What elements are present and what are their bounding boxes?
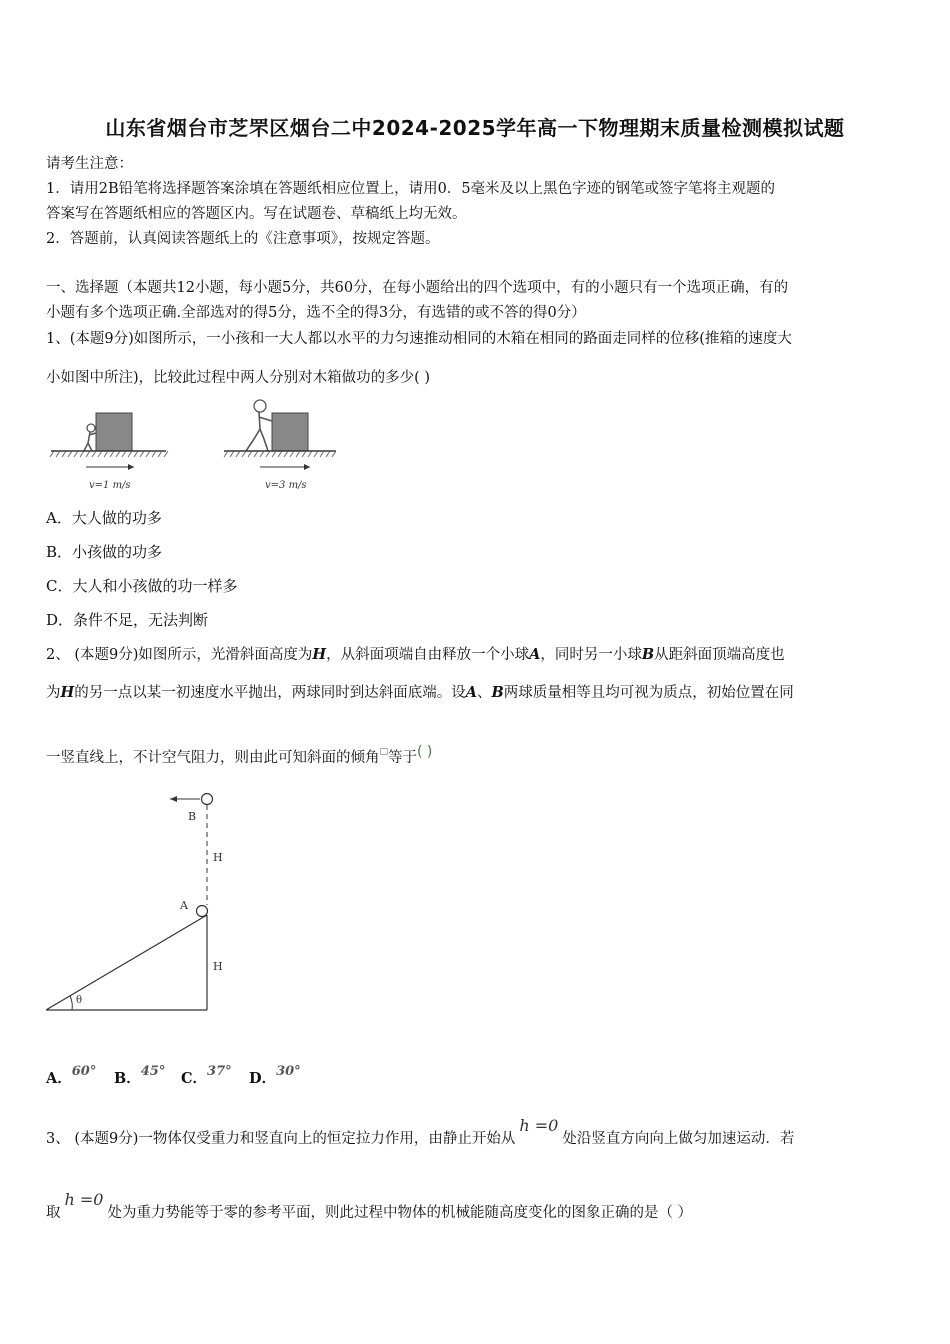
q1-option-c[interactable]: C．大人和小孩做的功一样多 (46, 577, 238, 595)
child-pushing-box (50, 413, 168, 470)
section-heading-line-2: 小题有多个选项正确.全部选对的得5分，选不全的得3分，有选错的或不答的得0分） (46, 305, 586, 321)
q2-stem-line-1: 2、 (本题9分)如图所示，光滑斜面高度为H，从斜面项端自由释放一个小球A，同时另一小球B从距斜面顶端高度也 (46, 646, 785, 663)
label-a: A (180, 899, 188, 912)
q3-stem-line-2: 取h =0处为重力势能等于零的参考平面，则此过程中物体的机械能随高度变化的图象正确的是（ ） (46, 1190, 693, 1221)
q2-option-d[interactable]: D．30° (249, 1064, 301, 1087)
q2-stem-line-3: 一竖直线上，不计空气阻力，则由此可知斜面的倾角□等于( ) (46, 744, 433, 766)
page-title: 山东省烟台市芝罘区烟台二中2024-2025学年高一下物理期末质量检测模拟试题 (105, 116, 845, 140)
adult-pushing-box (224, 400, 336, 470)
section-heading-line-1: 一、选择题（本题共12小题，每小题5分，共60分，在每小题给出的四个选项中，有的小题只有一个选项正确，有的 (46, 280, 789, 296)
q2-option-a[interactable]: A．60° (46, 1064, 97, 1087)
label-theta: θ (76, 995, 83, 1006)
label-h-bottom: H (213, 960, 223, 973)
q2-stem-line-2: 为H的另一点以某一初速度水平抛出，两球同时到达斜面底端。设A、B两球质量相等且均可视为质点，初始位置在同 (46, 684, 794, 701)
q1-option-d[interactable]: D．条件不足，无法判断 (46, 611, 209, 629)
q2-figure (40, 788, 240, 1018)
notice-heading: 请考生注意： (46, 156, 133, 172)
label-h-top: H (213, 851, 223, 864)
ball-b (202, 794, 213, 805)
child-velocity-label: v=1 m/s (89, 480, 131, 491)
q2-option-c[interactable]: C．37° (181, 1064, 232, 1087)
ball-a (197, 906, 208, 917)
q1-figure (46, 395, 336, 495)
incline (46, 915, 207, 1010)
adult-velocity-label: v=3 m/s (265, 480, 307, 491)
q3-stem-line-1: 3、 (本题9分)一物体仅受重力和竖直向上的恒定拉力作用，由静止开始从h =0处沿竖直方向向上做匀加速运动．若 (46, 1116, 795, 1147)
label-b: B (188, 810, 197, 823)
q1-option-b[interactable]: B．小孩做的功多 (46, 543, 163, 561)
notice-line-2: 2．答题前，认真阅读答题纸上的《注意事项》，按规定答题。 (46, 231, 440, 247)
q1-stem-line-1: 1、(本题9分)如图所示，一小孩和一大人都以水平的力匀速推动相同的木箱在相同的路面走同样的位移(推箱的速度大 (46, 331, 792, 347)
notice-line-1b: 答案写在答题纸相应的答题区内。写在试题卷、草稿纸上均无效。 (46, 206, 467, 222)
q1-option-a[interactable]: A．大人做的功多 (46, 509, 162, 527)
q1-stem-line-2: 小如图中所注)，比较此过程中两人分别对木箱做功的多少( ) (46, 370, 431, 386)
notice-line-1a: 1．请用2B铅笔将选择题答案涂填在答题纸相应位置上，请用0．5毫米及以上黑色字迹的钢笔或签字笔将主观题的 (46, 181, 776, 197)
q2-option-b[interactable]: B．45° (114, 1064, 166, 1087)
